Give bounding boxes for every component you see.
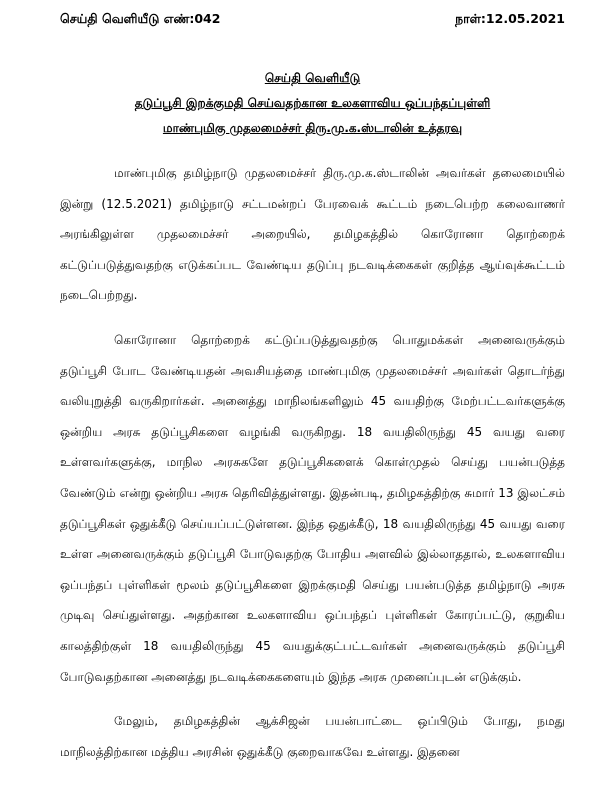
paragraph-vaccination: கொரோனா தொற்றைக் கட்டுப்படுத்துவதற்கு பொதுமக்கள் அனைவருக்கும் தடுப்பூசி போட வேண்டியதன் அவசியத்தை மாண்புமிகு முதலமைச்சர் அவர்கள் தொடர்ந்து வலியுறுத்தி வருகிறார்கள். அனைத்து மாநிலங்களிலும் 45 வயதிற்கு மேற்பட்டவர்களுக்கு ஒன்றிய அரசு தடுப்பூசிகளை வழங்கி வருகிறது. 18 வயதிலிருந்து 45 வயது வரை உள்ளவர்களுக்கு, மாநில அரசுகளே தடுப்பூசிகளைக் கொள்முதல் செய்து பயன்படுத்த வேண்டும் என்று ஒன்றிய அரசு தெரிவித்துள்ளது. இதன்படி, தமிழகத்திற்கு சுமார் 13 இலட்சம் தடுப்பூசிகள் ஒதுக்கீடு செய்யப்பட்டுள்ளன. இந்த ஒதுக்கீடு, 18 வயதிலிருந்து 45 வயது வரை உள்ள அனைவருக்கும் தடுப்பூசி போடுவதற்கு போதிய அளவில் இல்லாததால், உலகளாவிய ஒப்பந்தப் புள்ளிகள் மூலம் தடுப்பூசிகளை இறக்குமதி செய்து பயன்படுத்த தமிழ்நாடு அரசு முடிவு செய்துள்ளது. அதற்கான உலகளாவிய ஒப்பந்தப் புள்ளிகள் கோரப்பட்டு, குறுகிய காலத்திற்குள் 18 வயதிலிருந்து 45 வயதுக்குட்பட்டவர்கள் அனைவருக்கும் தடுப்பூசி போடுவதற்கான அனைத்து நடவடிக்கைகளையும் இந்த அரசு முனைப்புடன் எடுக்கும். <box>60 332 565 684</box>
body-text <box>60 158 565 767</box>
release-number: செய்தி வெளியீடு எண்:042 <box>60 11 221 26</box>
paragraph-meeting: மாண்புமிகு தமிழ்நாடு முதலமைச்சர் திரு.மு.க.ஸ்டாலின் அவர்கள் தலைமையில் இன்று (12.5.2021) தமிழ்நாடு சட்டமன்றப் பேரவைக் கூட்டம் நடைபெற்ற கலைவாணர் அரங்கிலுள்ள முதலமைச்சர் அறையில், தமிழகத்தில் கொரோனா தொற்றைக் கட்டுப்படுத்துவதற்கு எடுக்கப்பட வேண்டிய தடுப்பு நடவடிக்கைகள் குறித்த ஆய்வுக்கூட்டம் நடைபெற்றது. <box>60 166 565 303</box>
release-date: நாள்:12.05.2021 <box>455 11 565 26</box>
paragraph-oxygen: மேலும், தமிழகத்தின் ஆக்சிஜன் பயன்பாட்டை ஒப்பிடும் போது, நமது மாநிலத்திற்கான மத்திய அரசின் ஒதுக்கீடு குறைவாகவே உள்ளது. இதனை <box>60 714 565 759</box>
title-block <box>60 68 565 143</box>
subject-title: தடுப்பூசி இறக்குமதி செய்வதற்கான உலகளாவிய ஒப்பந்தப்புள்ளி <box>134 96 491 110</box>
order-title: மாண்புமிகு முதலமைச்சர் திரு.மு.க.ஸ்டாலின் உத்தரவு <box>162 121 463 135</box>
document-heading: செய்தி வெளியீடு <box>264 71 361 85</box>
document-header <box>60 11 565 31</box>
